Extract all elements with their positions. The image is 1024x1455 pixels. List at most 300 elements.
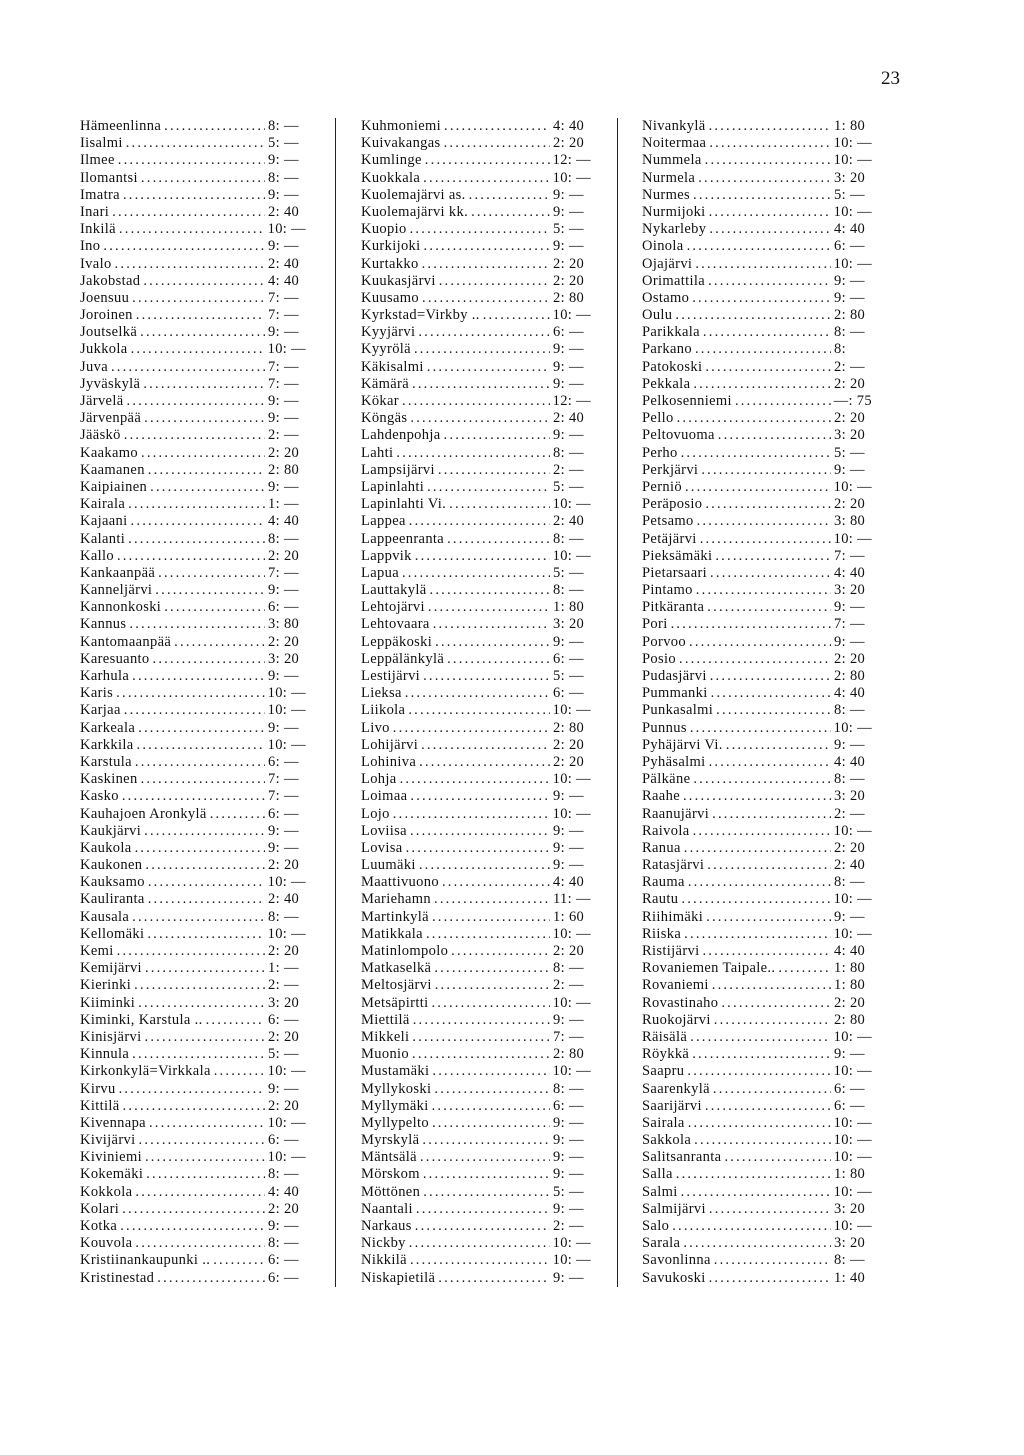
rate-value: 2: — <box>268 427 299 444</box>
list-item <box>80 1098 306 1115</box>
place-name: Maattivuono <box>361 874 439 891</box>
dot-leader <box>423 1166 550 1183</box>
place-name: Hämeenlinna <box>80 118 162 134</box>
dot-leader <box>393 806 550 823</box>
place-name: Lapinlahti <box>361 478 425 495</box>
list-item <box>361 737 591 754</box>
dot-leader <box>143 273 265 290</box>
dot-leader <box>690 720 831 737</box>
dot-leader <box>422 290 550 307</box>
dot-leader <box>415 1218 550 1235</box>
rate-value: 8: — <box>268 169 299 186</box>
place-name: Pello <box>642 410 674 427</box>
list-item <box>642 290 872 307</box>
rate-value: 8: — <box>834 702 865 719</box>
list-item <box>642 960 872 977</box>
dot-leader <box>122 1201 265 1218</box>
dot-leader <box>124 702 265 719</box>
list-item <box>361 1235 591 1252</box>
list-item <box>361 170 591 187</box>
rate-value: 10: — <box>833 1149 872 1166</box>
place-name: Lappvik <box>361 547 412 564</box>
rate-value: 9: — <box>834 599 865 616</box>
dot-leader <box>420 1149 550 1166</box>
rate-value: 9: — <box>268 1080 299 1097</box>
rate-value: 10: — <box>552 771 591 788</box>
rate-value: 10: — <box>552 805 591 822</box>
place-name: Räisälä <box>642 1028 688 1045</box>
rate-value: 2: 20 <box>553 135 585 152</box>
rate-value: 5: — <box>553 221 584 238</box>
rate-value: 10: — <box>267 1114 306 1131</box>
dot-leader <box>123 1098 266 1115</box>
place-name: Kyyjärvi <box>361 324 416 341</box>
place-name: Jukkola <box>80 341 128 358</box>
dot-leader <box>145 1029 266 1046</box>
rate-value: 3: 20 <box>834 427 866 444</box>
list-item <box>361 582 591 599</box>
dot-leader <box>724 1149 830 1166</box>
place-name: Kallo <box>80 547 114 564</box>
rate-value: 9: — <box>834 1046 865 1063</box>
place-name: Kinnula <box>80 1046 130 1063</box>
place-name: Nurmijoki <box>642 203 706 220</box>
rate-value: 8: — <box>553 960 584 977</box>
dot-leader <box>684 840 831 857</box>
place-name: Järvenpää <box>80 410 142 427</box>
place-name: Kirvu <box>80 1080 116 1097</box>
dot-leader <box>689 634 831 651</box>
list-item <box>80 118 306 135</box>
place-name: Kokemäki <box>80 1166 144 1183</box>
rate-value: 10: — <box>833 255 872 272</box>
list-item <box>80 204 306 221</box>
place-name: Pori <box>642 616 668 633</box>
list-item <box>361 462 591 479</box>
list-item <box>80 1029 306 1046</box>
list-item <box>80 1184 306 1201</box>
dot-leader <box>709 1270 831 1287</box>
rate-value: —: 75 <box>833 393 872 409</box>
list-item <box>642 720 872 737</box>
list-item <box>80 823 306 840</box>
rate-value: 2: 40 <box>834 857 866 874</box>
list-item <box>361 359 591 376</box>
dot-leader <box>127 393 265 410</box>
list-item <box>642 307 872 324</box>
rate-value: 10: — <box>833 135 872 152</box>
dot-leader <box>164 599 265 616</box>
list-item <box>361 290 591 307</box>
place-name: Kuukasjärvi <box>361 272 436 289</box>
rate-value: 2: 80 <box>553 719 585 736</box>
place-name: Luumäki <box>361 857 416 874</box>
rate-value: 10: — <box>833 203 872 220</box>
place-name: Nivankylä <box>642 118 706 134</box>
list-item <box>80 479 306 496</box>
rate-value: 6: — <box>268 1132 299 1149</box>
column-1 <box>80 118 306 1287</box>
place-name: Ruokojärvi <box>642 1011 711 1028</box>
rate-value: 2: 80 <box>834 668 866 684</box>
place-name: Mäntsälä <box>361 1149 417 1166</box>
dot-leader <box>119 1081 265 1098</box>
rate-value: 10: — <box>833 478 872 495</box>
list-item <box>361 1252 591 1269</box>
place-name: Punkasalmi <box>642 702 714 719</box>
rate-value: 10: — <box>833 1132 872 1149</box>
list-item <box>80 788 306 805</box>
dot-leader <box>412 1029 550 1046</box>
place-name: Kiviniemi <box>80 1149 142 1166</box>
place-name: Patokoski <box>642 358 703 375</box>
dot-leader <box>138 995 265 1012</box>
place-name: Pieksämäki <box>642 547 713 564</box>
list-item <box>80 187 306 204</box>
list-item <box>361 806 591 823</box>
list-item <box>80 462 306 479</box>
list-item <box>361 531 591 548</box>
dot-leader <box>131 513 265 530</box>
rate-value: 8: — <box>834 324 865 341</box>
dot-leader <box>139 1132 265 1149</box>
dot-leader <box>709 754 831 771</box>
rate-value: 2: 20 <box>268 1097 300 1114</box>
list-item <box>80 324 306 341</box>
rate-value: 2: 20 <box>834 496 866 513</box>
dot-leader <box>671 616 831 633</box>
rate-value: 6: — <box>268 805 299 822</box>
rate-value: 2: 40 <box>268 255 300 272</box>
place-name: Naantali <box>361 1200 413 1217</box>
rate-value: 10: — <box>833 1218 872 1234</box>
dot-leader <box>483 307 550 324</box>
place-name: Myllymäki <box>361 1097 429 1114</box>
rate-value: 12: — <box>552 393 591 409</box>
rate-value: 5: — <box>553 478 584 495</box>
rate-value: 2: — <box>553 1218 584 1234</box>
place-name: Lestijärvi <box>361 668 421 684</box>
list-item <box>361 1098 591 1115</box>
rate-value: 2: — <box>553 461 584 478</box>
list-item <box>80 1081 306 1098</box>
dot-leader <box>442 874 550 891</box>
list-item <box>361 445 591 462</box>
place-name: Salitsanranta <box>642 1149 722 1166</box>
rate-value: 9: — <box>553 1011 584 1028</box>
rate-value: 10: — <box>552 547 591 564</box>
place-name: Salmi <box>642 1183 678 1200</box>
column-divider-1 <box>335 118 336 1287</box>
rate-value: 5: — <box>553 1183 584 1200</box>
list-item <box>80 290 306 307</box>
rate-value: 8: — <box>834 771 865 788</box>
dot-leader <box>438 462 550 479</box>
list-item <box>361 651 591 668</box>
place-name: Kaipiainen <box>80 478 148 495</box>
list-item <box>361 1012 591 1029</box>
place-name: Mörskom <box>361 1166 420 1183</box>
list-item <box>80 307 306 324</box>
place-name: Kaamanen <box>80 461 145 478</box>
place-name: Orimattila <box>642 272 706 289</box>
rate-value: 2: — <box>834 805 865 822</box>
rate-value: 10: — <box>833 1063 872 1080</box>
rate-value: 2: 20 <box>268 547 300 564</box>
list-item <box>642 393 872 410</box>
rate-value: 5: — <box>268 1046 299 1063</box>
rate-value: 9: — <box>553 788 584 805</box>
rate-value: 2: 20 <box>834 410 866 427</box>
place-name: Kantomaanpää <box>80 633 172 650</box>
list-item <box>80 634 306 651</box>
rate-value: 9: — <box>553 341 584 358</box>
dot-leader <box>148 874 265 891</box>
rate-value: 8: — <box>834 1252 865 1269</box>
rate-value: 10: — <box>833 1028 872 1045</box>
list-item <box>80 1132 306 1149</box>
place-name: Ristijärvi <box>642 943 700 959</box>
place-name: Kuusamo <box>361 289 420 306</box>
list-item <box>642 496 872 513</box>
place-name: Kuokkala <box>361 169 421 186</box>
rate-value: 1: 80 <box>834 1166 866 1183</box>
rate-value: 6: — <box>268 1011 299 1028</box>
list-item <box>80 702 306 719</box>
dot-leader <box>393 720 550 737</box>
list-item <box>80 341 306 358</box>
rate-value: 8: — <box>268 908 299 925</box>
rate-value: 3: 20 <box>268 650 300 667</box>
list-item <box>80 737 306 754</box>
rate-value: 8: — <box>268 1166 299 1183</box>
place-name: Ino <box>80 238 101 255</box>
dot-leader <box>692 1046 831 1063</box>
place-name: Ilmee <box>80 152 115 169</box>
rate-value: 1: 80 <box>834 960 866 977</box>
list-item <box>642 754 872 771</box>
rate-value: 10: — <box>552 1235 591 1252</box>
place-name: Parkano <box>642 341 692 358</box>
place-name: Nummela <box>642 152 702 169</box>
list-item <box>361 548 591 565</box>
list-item <box>361 634 591 651</box>
list-item <box>361 1184 591 1201</box>
place-name: Kristiinankaupunki .. <box>80 1252 211 1269</box>
place-name: Oulu <box>642 307 673 324</box>
dot-leader <box>695 256 830 273</box>
place-name: Kaukola <box>80 839 132 856</box>
dot-leader <box>709 204 831 221</box>
place-name: Loimaa <box>361 788 408 805</box>
rate-value: 10: — <box>833 152 872 169</box>
rate-value: 7: — <box>834 616 865 633</box>
list-item <box>80 685 306 702</box>
list-item <box>80 909 306 926</box>
rate-value: 9: — <box>268 238 299 255</box>
dot-leader <box>144 410 265 427</box>
dot-leader <box>136 307 265 324</box>
rate-value: 7: — <box>268 289 299 306</box>
place-name: Nurmela <box>642 169 696 186</box>
list-item <box>80 513 306 530</box>
dot-leader <box>423 1184 550 1201</box>
rate-value: 1: 80 <box>553 599 585 616</box>
place-name: Kemi <box>80 943 114 959</box>
dot-leader <box>158 565 265 582</box>
place-name: Kauhajoen Aronkylä <box>80 805 207 822</box>
list-item <box>361 152 591 169</box>
place-name: Kannus <box>80 616 127 633</box>
rate-value: 10: — <box>267 1149 306 1166</box>
place-name: Rautu <box>642 891 679 908</box>
list-item <box>642 135 872 152</box>
place-name: Kanneljärvi <box>80 582 153 599</box>
dot-leader <box>135 1184 265 1201</box>
place-name: Joensuu <box>80 289 130 306</box>
place-name: Kalanti <box>80 530 126 547</box>
place-name: Livo <box>361 719 390 736</box>
rate-value: 8: — <box>268 118 299 134</box>
page-number: 23 <box>881 68 900 89</box>
place-name: Järvelä <box>80 393 124 409</box>
rate-value: 9: — <box>553 186 584 203</box>
list-item <box>361 823 591 840</box>
place-name: Karkeala <box>80 719 136 736</box>
place-name: Riiska <box>642 925 682 942</box>
place-name: Perho <box>642 444 678 461</box>
list-item <box>361 410 591 427</box>
place-name: Peltovuoma <box>642 427 715 444</box>
list-item <box>361 187 591 204</box>
rate-value: 9: — <box>268 1218 299 1234</box>
place-name: Pudasjärvi <box>642 668 707 684</box>
dot-leader <box>210 806 265 823</box>
dot-leader <box>422 256 550 273</box>
list-item <box>642 909 872 926</box>
rate-value: 10: — <box>833 1114 872 1131</box>
rate-value: 3: 20 <box>834 1235 866 1252</box>
list-item <box>80 891 306 908</box>
list-item <box>80 152 306 169</box>
dot-leader <box>122 788 265 805</box>
rate-value: 9: — <box>553 1200 584 1217</box>
list-item <box>361 496 591 513</box>
rate-value: 2: 20 <box>553 753 585 770</box>
place-name: Martinkylä <box>361 908 429 925</box>
list-item <box>361 376 591 393</box>
rate-value: 9: — <box>553 1149 584 1166</box>
list-item <box>361 1063 591 1080</box>
dot-leader <box>451 943 550 960</box>
place-name: Köngäs <box>361 410 408 427</box>
place-name: Kannonkoski <box>80 599 162 616</box>
list-item <box>642 616 872 633</box>
place-name: Narkaus <box>361 1218 412 1234</box>
place-name: Ivalo <box>80 255 112 272</box>
rate-value: 3: 20 <box>834 788 866 805</box>
place-name: Noitermaa <box>642 135 707 152</box>
list-item <box>642 1046 872 1063</box>
rate-value: 9: — <box>553 358 584 375</box>
place-name: Pälkäne <box>642 771 691 788</box>
place-name: Jakobstad <box>80 272 141 289</box>
place-name: Ojajärvi <box>642 255 693 272</box>
place-name: Kämärä <box>361 375 409 392</box>
list-item <box>642 548 872 565</box>
dot-leader <box>424 238 550 255</box>
list-item <box>642 737 872 754</box>
dot-leader <box>694 1132 830 1149</box>
place-name: Ostamo <box>642 289 690 306</box>
rate-value: 8: — <box>553 444 584 461</box>
rate-value: 10: — <box>267 925 306 942</box>
place-name: Kuopio <box>361 221 407 238</box>
list-item <box>361 307 591 324</box>
dot-leader <box>412 1046 550 1063</box>
rate-value: 8: — <box>553 530 584 547</box>
place-name: Myllypelto <box>361 1114 429 1131</box>
dot-leader <box>406 840 550 857</box>
list-item <box>642 788 872 805</box>
place-name: Kiiminki <box>80 994 136 1011</box>
dot-leader <box>449 496 549 513</box>
list-item <box>80 599 306 616</box>
dot-leader <box>676 1166 831 1183</box>
place-name: Sairala <box>642 1114 685 1131</box>
rate-value: 2: 20 <box>553 272 585 289</box>
rate-value: 4: 40 <box>834 221 866 238</box>
list-item <box>80 496 306 513</box>
place-name: Lauttakylä <box>361 582 427 599</box>
place-name: Myllykoski <box>361 1080 432 1097</box>
rate-value: 9: — <box>268 324 299 341</box>
dot-leader <box>145 960 265 977</box>
list-item <box>80 1046 306 1063</box>
rate-value: 9: — <box>268 822 299 839</box>
dot-leader <box>433 616 550 633</box>
place-name: Lohja <box>361 771 397 788</box>
rate-value: 5: — <box>553 668 584 684</box>
dot-leader <box>147 926 264 943</box>
list-item <box>361 754 591 771</box>
rate-value: 9: — <box>834 908 865 925</box>
rate-value: 2: 20 <box>553 255 585 272</box>
rate-value: 9: — <box>268 410 299 427</box>
dot-leader <box>705 496 831 513</box>
list-item <box>80 427 306 444</box>
rate-value: 3: 80 <box>268 616 300 633</box>
list-item <box>80 221 306 238</box>
rate-value: 2: 40 <box>268 891 300 908</box>
list-item <box>361 1132 591 1149</box>
list-item <box>80 840 306 857</box>
list-item <box>361 1218 591 1235</box>
list-item <box>80 238 306 255</box>
list-item <box>361 668 591 685</box>
rate-value: 3: 20 <box>553 616 585 633</box>
place-name: Lieksa <box>361 685 402 702</box>
list-item <box>80 995 306 1012</box>
dot-leader <box>410 788 550 805</box>
rate-value: 9: — <box>553 633 584 650</box>
place-name: Kouvola <box>80 1235 133 1252</box>
dot-leader <box>434 891 550 908</box>
place-name: Liikola <box>361 702 406 719</box>
place-name: Karesuanto <box>80 650 150 667</box>
list-item <box>80 1201 306 1218</box>
rate-value: 3: 20 <box>834 169 866 186</box>
